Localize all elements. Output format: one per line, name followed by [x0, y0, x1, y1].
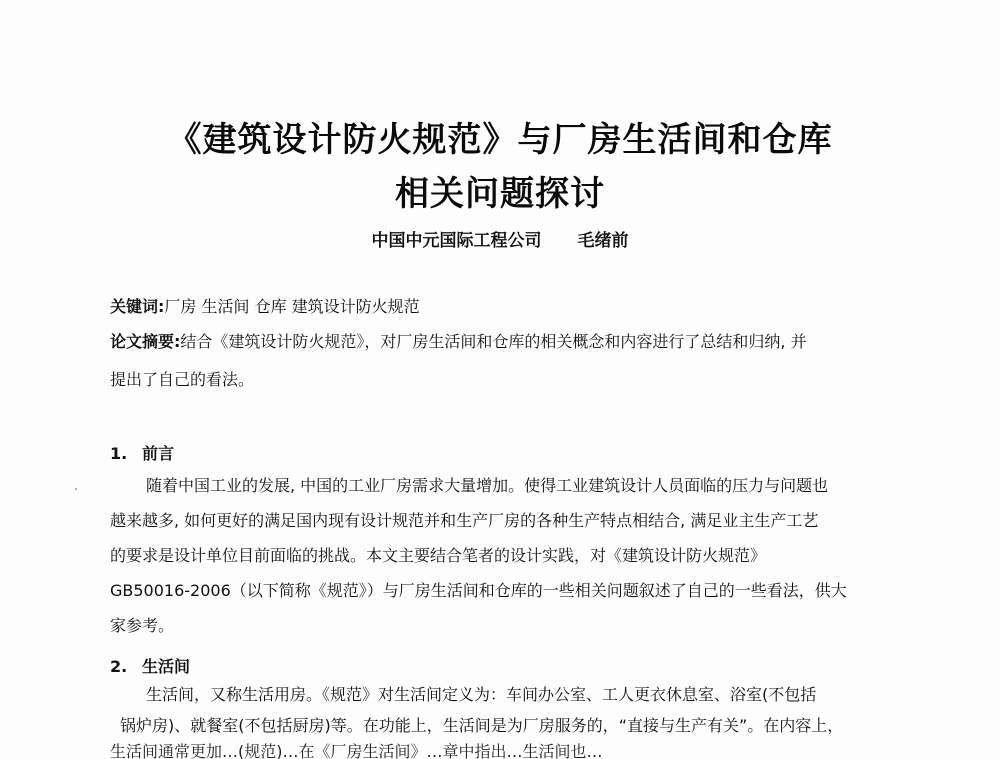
paragraph-line: 锅炉房)、就餐室(不包括厨房)等。在功能上，生活间是为厂房服务的，“直接与生产有关”。在内容上， [120, 716, 844, 735]
abstract-label: 论文摘要: [110, 332, 181, 351]
section-title: 前言 [142, 444, 175, 463]
keywords-line [110, 297, 420, 317]
paragraph-line: GB50016-2006（以下简称《规范》）与厂房生活间和仓库的一些相关问题叙述了自己的一些看法，供大 [110, 581, 847, 600]
section-number: 1. [110, 444, 128, 463]
section-heading-2 [110, 654, 190, 677]
paragraph-line-cut: 生活间通常更加…(规范)…在《厂房生活间》…章中指出…生活间也… [110, 742, 603, 759]
abstract-line-1 [110, 332, 807, 352]
paragraph-line: 随着中国工业的发展, 中国的工业厂房需求大量增加。使得工业建筑设计人员面临的压力与问题也 [146, 476, 829, 495]
section-heading-1 [110, 441, 174, 464]
byline [0, 226, 1000, 251]
paragraph-line: 越来越多, 如何更好的满足国内现有设计规范并和生产厂房的各种生产特点相结合, 满足业主生产工艺 [110, 511, 819, 530]
keywords-text: 厂房 生活间 仓库 建筑设计防火规范 [164, 297, 420, 316]
paragraph-line: 的要求是设计单位目前面临的挑战。本文主要结合笔者的设计实践，对《建筑设计防火规范》 [110, 546, 767, 565]
abstract-line-2: 提出了自己的看法。 [110, 370, 255, 389]
scan-speck [75, 488, 77, 490]
section-title: 生活间 [142, 657, 191, 676]
title-line-2: 相关问题探讨 [395, 174, 605, 214]
keywords-label: 关键词: [110, 297, 165, 316]
paragraph-line: 家参考。 [110, 616, 175, 635]
abstract-text-1: 结合《建筑设计防火规范》，对厂房生活间和仓库的相关概念和内容进行了总结和归纳, 并 [180, 332, 807, 351]
author-name: 毛绪前 [577, 231, 629, 251]
paragraph-line: 生活间，又称生活用房。《规范》对生活间定义为：车间办公室、工人更衣休息室、浴室(不包括 [146, 685, 817, 704]
section-number: 2. [110, 657, 128, 676]
author-organization: 中国中元国际工程公司 [371, 231, 542, 251]
title-line-1: 《建筑设计防火规范》与厂房生活间和仓库 [167, 120, 833, 160]
